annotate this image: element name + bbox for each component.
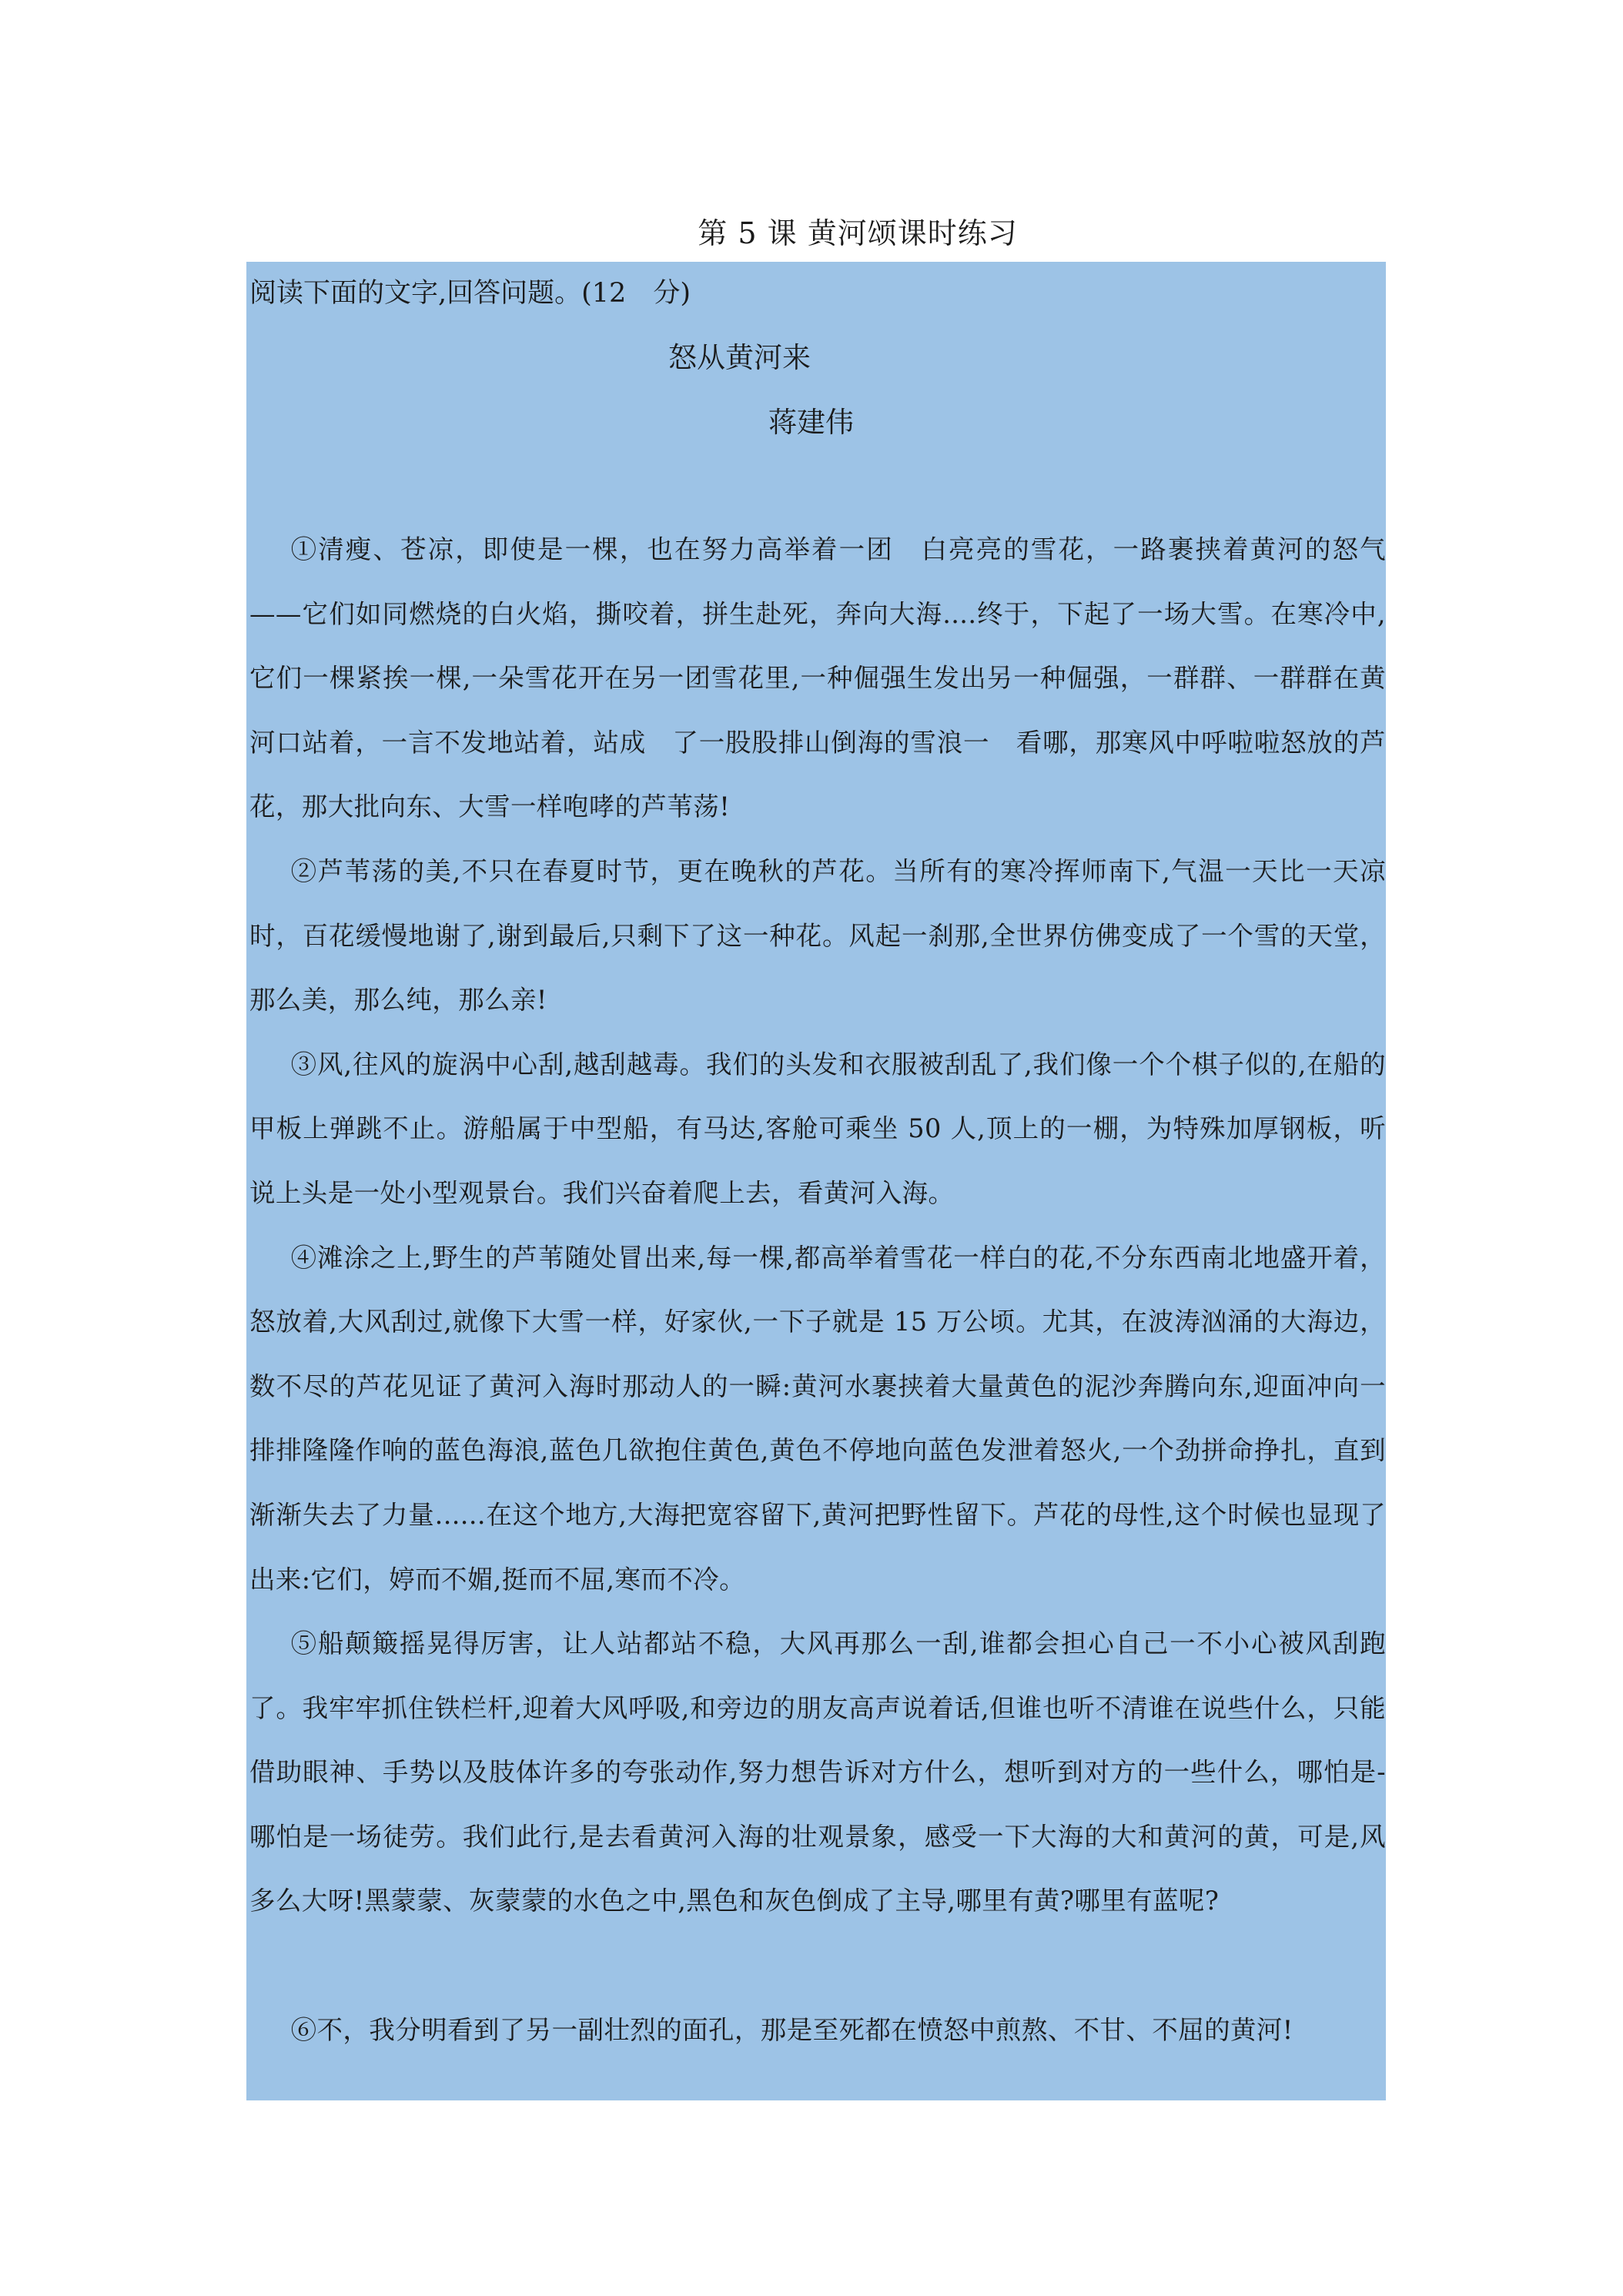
paragraph-4: ④滩涂之上,野生的芦苇随处冒出来,每一棵,都高举着雪花一样白的花,不分东西南北地盛开着，怒放着,大风刮过,就像下大雪一样，好家伙,一下子就是 15 万公顷。尤其，在波涛汹涌的大海边，数不尽的芦花见证了黄河入海时那动人的一瞬:黄河水裹挟着大量黄色的泥沙奔腾向东,迎面冲向一排排隆隆作响的蓝色海浪,蓝色几欲抱住黄色,黄色不停地向蓝色发泄着怒火,一个劲拼命挣扎，直到渐渐失去了力量......在这个地方,大海把宽容留下,黄河把野性留下。芦花的母性,这个时候也显现了出来:它们，婷而不媚,挺而不屈,寒而不冷。 xyxy=(249,1242,1386,1595)
paragraph-6: ⑥不，我分明看到了另一副壮烈的面孔，那是至死都在愤怒中煎熬、不甘、不屈的黄河! xyxy=(290,2015,1293,2046)
reading-passage-box xyxy=(246,262,1386,2100)
paragraph-1: ①清瘦、苍凉，即使是一棵，也在努力高举着一团 白亮亮的雪花，一路裹挟着黄河的怒气——它们如同燃烧的白火焰，撕咬着，拼生赴死，奔向大海....终于，下起了一场大雪。在寒冷中,它们一棵紧挨一棵,一朵雪花开在另一团雪花里,一种倔强生发出另一种倔强，一群群、一群群在黄河口站着，一言不发地站着，站成 了一股股排山倒海的雪浪一 看哪，那寒风中呼啦啦怒放的芦花，那大批向东、大雪一样咆哮的芦苇荡! xyxy=(249,534,1386,822)
essay-author: 蒋建伟 xyxy=(768,406,854,439)
reading-instruction: 阅读下面的文字,回答问题。(12 分) xyxy=(249,278,691,309)
paragraph-3: ③风,往风的旋涡中心刮,越刮越毒。我们的头发和衣服被刮乱了,我们像一个个棋子似的,在船的甲板上弹跳不止。游船属于中型船，有马达,客舱可乘坐 50 人,顶上的一棚，为特殊加厚钢板，听说上头是一处小型观景台。我们兴奋着爬上去，看黄河入海。 xyxy=(249,1049,1386,1208)
paragraph-2: ②芦苇荡的美,不只在春夏时节，更在晚秋的芦花。当所有的寒冷挥师南下,气温一天比一天凉时，百花缓慢地谢了,谢到最后,只剩下了这一种花。风起一刹那,全世界仿佛变成了一个雪的天堂，那么美，那么纯，那么亲! xyxy=(249,855,1386,1016)
page-title: 第 5 课 黄河颂课时练习 xyxy=(698,216,1018,250)
essay-title: 怒从黄河来 xyxy=(668,341,811,374)
essay-body xyxy=(249,517,1386,2063)
paragraph-5: ⑤船颠簸摇晃得厉害，让人站都站不稳，大风再那么一刮,谁都会担心自己一不小心被风刮跑了。我牢牢抓住铁栏杆,迎着大风呼吸,和旁边的朋友高声说着话,但谁也听不清谁在说些什么，只能借助眼神、手势以及肢体许多的夸张动作,努力想告诉对方什么，想听到对方的一些什么，哪怕是-哪怕是一场徒劳。我们此行,是去看黄河入海的壮观景象，感受一下大海的大和黄河的黄，可是,风多么大呀!黑蒙蒙、灰蒙蒙的水色之中,黑色和灰色倒成了主导,哪里有黄?哪里有蓝呢? xyxy=(249,1628,1386,1916)
